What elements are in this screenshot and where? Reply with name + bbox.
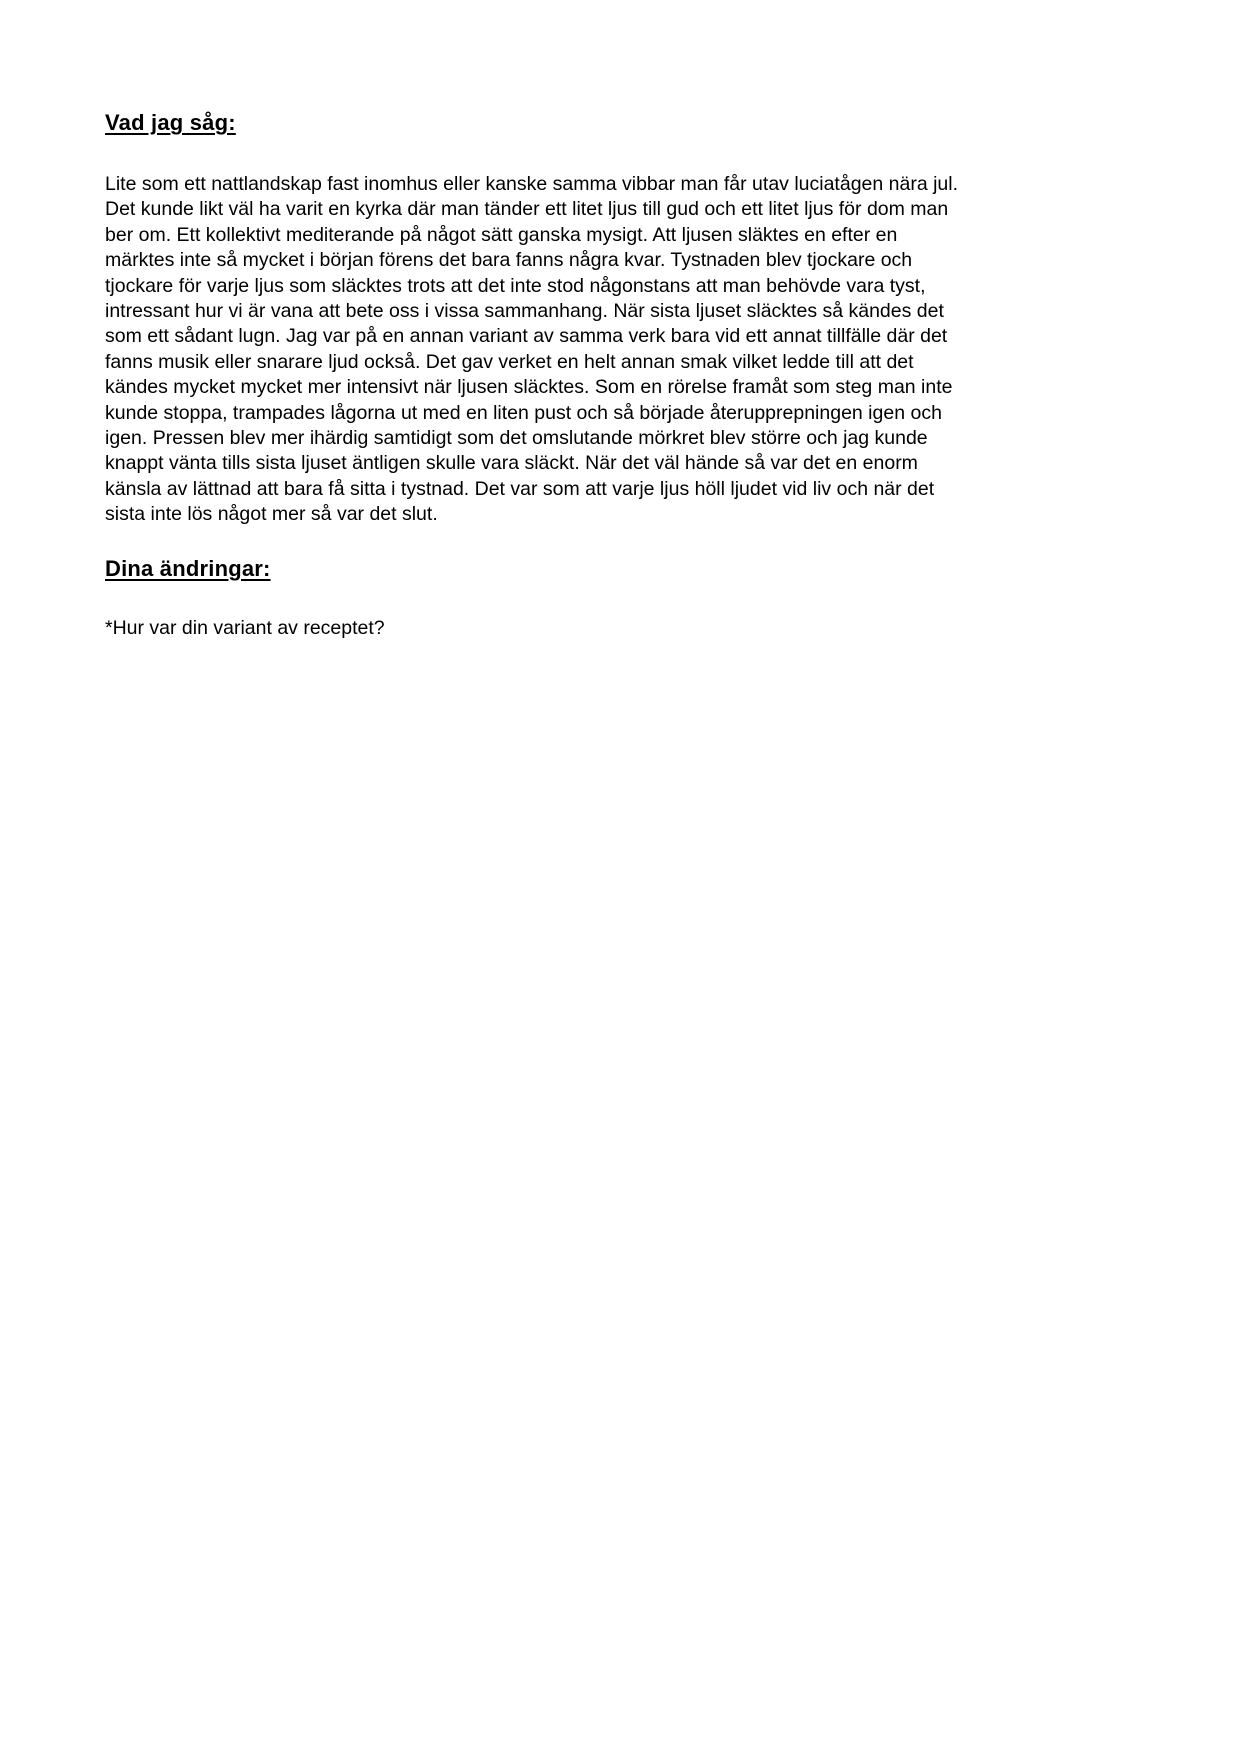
paragraph-line: igen. Pressen blev mer ihärdig samtidigt som det omslutande mörkret blev större och jag kunde <box>105 427 928 450</box>
paragraph-line: sista inte lös något mer så var det slut. <box>105 503 438 526</box>
paragraph-line: känsla av lättnad att bara få sitta i tystnad. Det var som att varje ljus höll ljudet vid liv och när det <box>105 477 935 500</box>
section-heading-vad-jag-sag: Vad jag såg: <box>105 110 236 135</box>
paragraph-line: kunde stoppa, trampades lågorna ut med en liten pust och så började återupprepningen igen och <box>105 401 942 424</box>
section-heading-dina-andringar: Dina ändringar: <box>105 555 271 581</box>
paragraph-line: intressant hur vi är vana att bete oss i vissa sammanhang. När sista ljuset släcktes så kändes det <box>105 300 944 323</box>
paragraph-line: Det kunde likt väl ha varit en kyrka där man tänder ett litet ljus till gud och ett litet ljus för dom man <box>105 198 949 221</box>
paragraph-line: fanns musik eller snarare ljud också. Det gav verket en helt annan smak vilket ledde till att det <box>105 350 914 373</box>
paragraph-line: Lite som ett nattlandskap fast inomhus eller kanske samma vibbar man får utav luciatågen nära jul. <box>105 173 959 195</box>
paragraph-line: knappt vänta tills sista ljuset äntligen skulle vara släckt. När det väl hände så var det en enorm <box>105 452 918 475</box>
document-page <box>0 0 1240 641</box>
paragraph-line: kändes mycket mycket mer intensivt när ljusen släcktes. Som en rörelse framåt som steg man inte <box>105 376 953 399</box>
observation-paragraph <box>105 172 1140 528</box>
paragraph-line: ber om. Ett kollektivt mediterande på något sätt ganska mysigt. Att ljusen släktes en efter en <box>105 223 898 246</box>
recipe-variant-question: *Hur var din variant av receptet? <box>105 616 385 639</box>
paragraph-line: som ett sådant lugn. Jag var på en annan variant av samma verk bara vid ett annat tillfälle där det <box>105 325 948 348</box>
paragraph-line: märktes inte så mycket i början förens det bara fanns några kvar. Tystnaden blev tjockare och <box>105 249 913 272</box>
paragraph-line: tjockare för varje ljus som släcktes trots att det inte stod någonstans att man behövde vara tyst, <box>105 274 926 297</box>
